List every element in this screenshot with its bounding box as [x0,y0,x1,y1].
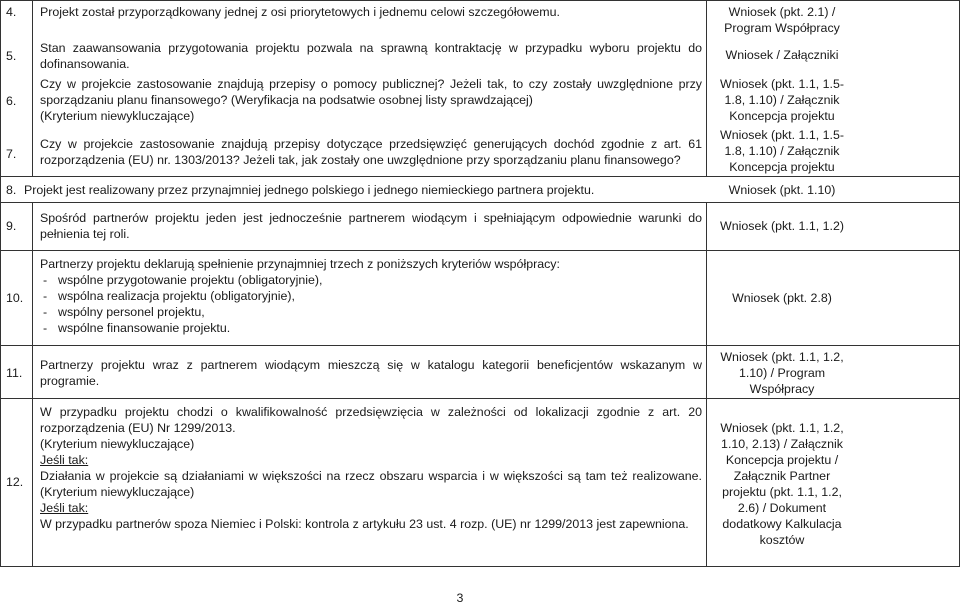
list-item: - wspólne finansowanie projektu. [40,320,702,336]
criterion-question: Czy w projekcie zastosowanie znajdują przepisy o pomocy publicznej? [40,77,445,91]
criterion-text: Projekt jest realizowany przez przynajmniej jednego polskiego i jednego niemieckiego partnera projektu. [24,183,595,197]
reference-text: Wniosek / Załączniki [725,48,839,62]
condition-label: Jeśli tak: [40,501,89,515]
row-number: 7. [6,147,17,161]
list-item: - wspólna realizacja projektu (obligatoryjnie), [40,288,702,304]
criteria-list [40,272,702,336]
reference-text: Wniosek (pkt. 2.1) / Program Współpracy [724,5,840,35]
criterion-paragraph: W przypadku projektu chodzi o kwalifikowalność przedsięwzięcia w zależności od lokalizacji zgodnie z art. 20 rozporządzenia (EU) Nr 1299/2013. [40,405,702,435]
row-number: 4. [6,5,17,19]
criterion-note: (Kryterium niewykluczające) [40,109,195,123]
reference-text: Wniosek (pkt. 2.8) [732,291,832,305]
table-rule [706,0,707,177]
table-rule [0,176,960,177]
criterion-text: Stan zaawansowania przygotowania projektu pozwala na sprawną kontraktację w przypadku wyboru projektu do dofinansowania. [40,41,702,71]
row-number: 11. [6,366,23,380]
table-rule [0,0,960,1]
table-rule [0,398,960,399]
row-number: 9. [6,219,17,233]
table-rule [32,0,33,177]
criterion-text [40,256,702,336]
reference-text: Wniosek (pkt. 1.1, 1.2) [720,219,844,233]
row-number: 5. [6,49,17,63]
row-number: 10. [6,291,24,305]
criterion-intro: Partnerzy projektu deklarują spełnienie przynajmniej trzech z poniższych kryteriów współpracy: [40,257,560,271]
row-number: 12. [6,475,24,489]
criterion-paragraph: Działania w projekcie są działaniami w większości na rzecz obszaru wsparcia i w większości są tam też realizowane. (Kryterium niewykluczające) [40,469,702,499]
reference-text: Wniosek (pkt. 1.1, 1.2, 1.10, 2.13) / Załącznik Koncepcja projektu / Załącznik Partner projektu (pkt. 1.1, 1.2, 2.6) / Dokument dodatkowy Kalkulacja kosztów [720,421,844,547]
criterion-text [40,76,702,124]
criterion-question: Jeżeli tak, jak zostały one uwzględnione przy sporządzaniu planu finansowego? [243,153,681,167]
table-rule [0,0,1,567]
row-number: 8. [6,183,17,197]
criterion-paragraph: W przypadku partnerów spoza Niemiec i Polski: kontrola z artykułu 23 ust. 4 rozp. (UE) nr 1299/2013 jest zapewniona. [40,517,689,531]
reference-text: Wniosek (pkt. 1.1, 1.2, 1.10) / Program Współpracy [720,350,844,396]
condition-label: Jeśli tak: [40,453,89,467]
criterion-text [40,136,702,168]
criterion-text: Partnerzy projektu wraz z partnerem wiodącym mieszczą się w katalogu kategorii beneficjentów wskazanym w programie. [40,358,702,388]
criterion-text: Projekt został przyporządkowany jednej z osi priorytetowych i jednemu celowi szczegółowemu. [40,5,560,19]
criterion-note: (Weryfikacja na podsatwie osobnej listy sprawdzającej) [230,93,533,107]
table-rule [0,345,960,346]
table-rule [0,202,960,203]
list-item: - wspólny personel projektu, [40,304,702,320]
criterion-question: Jeżeli tak, to czy zostały uwzględnione przy sporządzaniu planu finansowego? [40,77,702,107]
row-number: 6. [6,94,17,108]
criterion-question: Czy w projekcie zastosowanie znajdują przepisy dotyczące przedsięwzięć generujących dochód zgodnie z art. 61 rozporządzenia (EU) nr. 1303/2013? [40,137,702,167]
table-rule [32,202,33,567]
reference-text: Wniosek (pkt. 1.1, 1.5-1.8, 1.10) / Załącznik Koncepcja projektu [720,128,844,174]
table-rule [706,202,707,567]
criterion-note: (Kryterium niewykluczające) [40,437,195,451]
reference-text: Wniosek (pkt. 1.10) [728,183,836,197]
reference-text: Wniosek (pkt. 1.1, 1.5-1.8, 1.10) / Załącznik Koncepcja projektu [720,77,844,123]
table-rule [0,250,960,251]
table-rule [0,566,960,567]
list-item: - wspólne przygotowanie projektu (obligatoryjnie), [40,272,702,288]
criterion-text: Spośród partnerów projektu jeden jest jednocześnie partnerem wiodącym i spełniającym odpowiednie warunki do pełnienia tej roli. [40,211,702,241]
criterion-text [40,404,702,532]
page-number: 3 [456,591,464,605]
